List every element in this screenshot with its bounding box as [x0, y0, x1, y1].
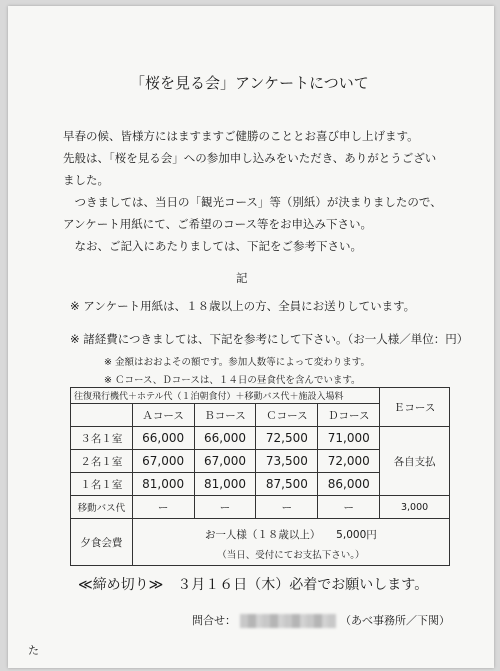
bus-row: [71, 496, 450, 519]
cost-table: [70, 387, 450, 566]
contact-line: [192, 612, 450, 628]
room-label: ３名１室: [71, 427, 133, 450]
bus-cell: ー: [318, 496, 380, 519]
course-header-e: Ｅコース: [380, 388, 450, 427]
price-cell: 66,000: [132, 427, 194, 450]
bus-cell: ー: [256, 496, 318, 519]
intro-paragraph: [63, 125, 442, 257]
note-lunch: ※ Ｃコース、Ｄコースは、１４日の昼食代を含んでいます。: [104, 375, 361, 386]
price-cell: 67,000: [132, 450, 194, 473]
note-cost: ※ 諸経費につきましては、下記を参考にして下さい。（お一人様／単位：円）: [70, 332, 469, 346]
price-cell: 72,500: [256, 427, 318, 450]
price-cell: 72,000: [318, 450, 380, 473]
room-label: １名１室: [71, 473, 133, 496]
contact-prefix: 問合せ：: [192, 614, 236, 627]
price-cell: 66,000: [194, 427, 256, 450]
dinner-line2: （当日、受付にてお支払下さい。）: [132, 542, 449, 566]
intro-line: つきましては、当日の「観光コース」等（別紙）が決まりましたので、: [63, 195, 442, 209]
header-note: 往復飛行機代＋ホテル代（１泊朝食付）＋移動バス代＋施設入場料: [71, 388, 380, 404]
note-survey: ※ アンケート用紙は、１８歳以上の方、全員にお送りしています。: [70, 299, 416, 313]
table-row: [71, 427, 450, 450]
ki-heading: 記: [236, 271, 248, 285]
intro-line: 先般は、「桜を見る会」への参加申し込みをいただき、ありがとうござい: [63, 151, 437, 165]
bus-cell: ー: [194, 496, 256, 519]
course-header-b: Ｂコース: [194, 404, 256, 427]
table-header-note-row: [71, 388, 450, 404]
bus-cell: 3,000: [380, 496, 450, 519]
dinner-row: [71, 519, 450, 543]
price-cell: 81,000: [132, 473, 194, 496]
deadline-notice: ≪締め切り≫ ３月１６日（木）必着でお願いします。: [78, 577, 429, 593]
e-course-note: 各自支払: [380, 427, 450, 496]
price-cell: 67,000: [194, 450, 256, 473]
price-cell: 87,500: [256, 473, 318, 496]
bus-label: 移動バス代: [71, 496, 133, 519]
price-cell: 73,500: [256, 450, 318, 473]
intro-line: 早春の候、皆様方にはますますご健勝のこととお喜び申し上げます。: [63, 129, 419, 143]
course-header-a: Ａコース: [132, 404, 194, 427]
redacted-phone: [240, 614, 336, 628]
room-label: ２名１室: [71, 450, 133, 473]
intro-line: なお、ご記入にあたりましては、下記をご参考下さい。: [63, 239, 362, 253]
empty-cell: [71, 404, 133, 427]
price-cell: 86,000: [318, 473, 380, 496]
corner-mark: た: [28, 644, 39, 657]
dinner-line1: お一人様（１８歳以上） 5,000円: [132, 519, 449, 543]
dinner-label: 夕食会費: [71, 519, 133, 566]
price-cell: 71,000: [318, 427, 380, 450]
course-header-c: Ｃコース: [256, 404, 318, 427]
document-page: [8, 6, 494, 668]
intro-line: ました。: [63, 173, 109, 187]
price-cell: 81,000: [194, 473, 256, 496]
intro-line: アンケート用紙にて、ご希望のコース等をお申込み下さい。: [63, 217, 373, 231]
document-title: 「桜を見る会」アンケートについて: [130, 74, 369, 92]
course-header-d: Ｄコース: [318, 404, 380, 427]
note-approx: ※ 金額はおおよその額です。参加人数等によって変わります。: [104, 357, 370, 368]
contact-suffix: （あべ事務所／下関）: [340, 614, 450, 627]
bus-cell: ー: [132, 496, 194, 519]
